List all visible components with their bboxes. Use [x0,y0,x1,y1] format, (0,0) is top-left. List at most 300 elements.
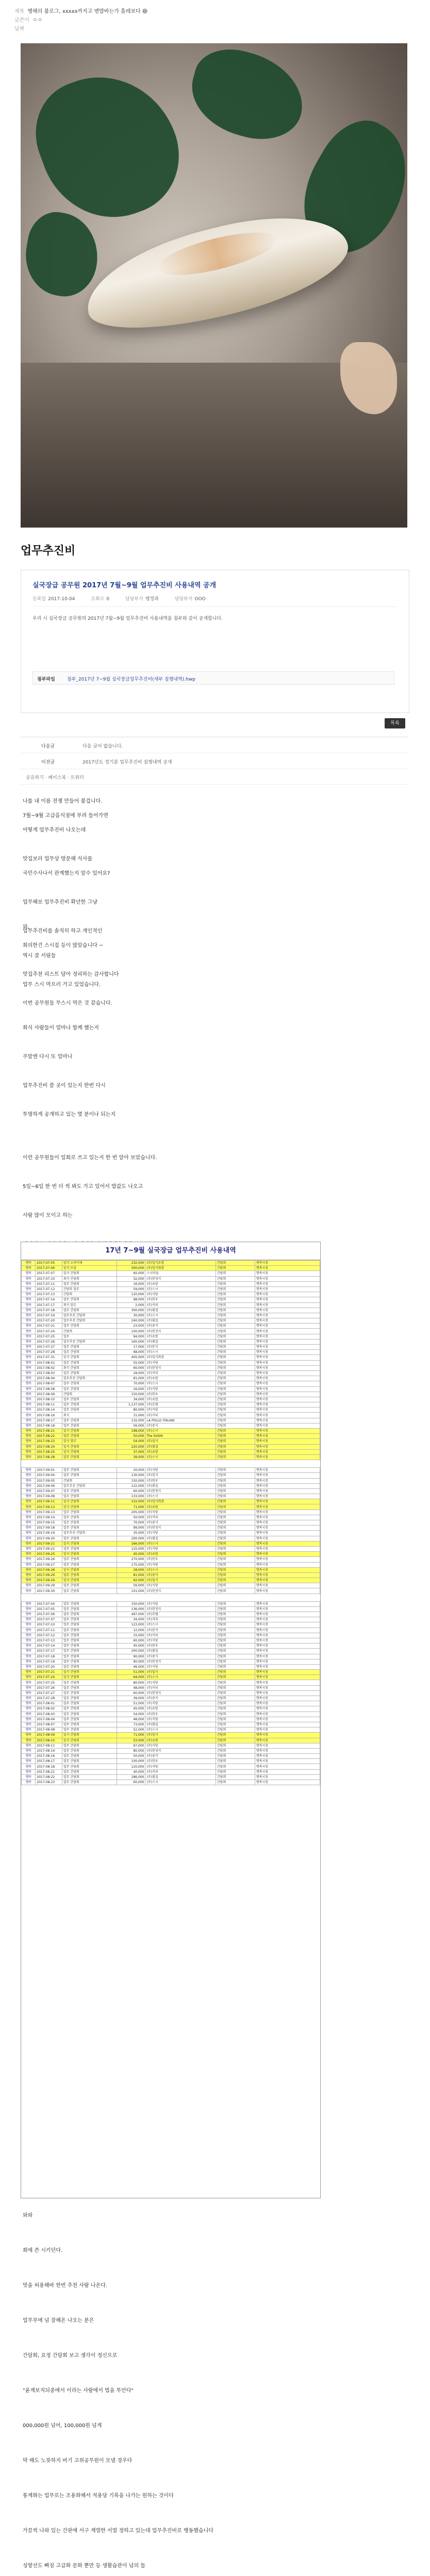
table-cell: (주)일식회관 [145,1355,216,1360]
table-cell: 2017-07-19 [36,1313,62,1318]
table-cell: 2017-07-07 [36,1271,62,1276]
table-row [22,1324,320,1329]
text-line: 나를 내 이름 전쟁 만들어 볼겁니다. [23,799,103,804]
table-cell: 간담회 [216,1633,255,1638]
table-cell: 행복시청 [255,1727,320,1733]
notice-card [21,570,409,713]
table-cell: (주)일식회관 [145,1266,216,1271]
table-cell: 행복 [22,1261,36,1266]
table-cell: 2017-08-18 [36,1423,62,1428]
table-cell: 2017-09-07 [36,1488,62,1494]
table-cell: 간담회 [216,1261,255,1266]
table-cell: (주)커피 [145,1370,216,1376]
text-line [23,2263,415,2280]
table-cell [216,1460,255,1468]
table-cell: 행복시청 [255,1392,320,1397]
table-cell: (주)식당 [145,1292,216,1297]
table-row [22,1402,320,1408]
table-cell: 간담회 [216,1397,255,1402]
attachment-link[interactable]: 첨부_2017년 7~9월 실국장급업무추진비(세부 집행내역).hwp [67,677,195,682]
table-cell: 행복 [22,1552,36,1557]
table-cell: 간담회 [216,1754,255,1759]
next-post-row[interactable] [21,737,408,753]
text-line [23,2473,415,2490]
table-row [22,1504,320,1510]
table-row [22,1578,320,1583]
table-cell: (주)한정식 [145,1748,216,1753]
table-cell: 행복 [22,1649,36,1654]
table-cell: (주)횟집 [145,1536,216,1541]
table-cell: 행복시청 [255,1478,320,1483]
table-cell: (주)식당 [145,1408,216,1413]
table-cell: 2017-09-05 [36,1478,62,1483]
table-cell: 2017-08-01 [36,1360,62,1365]
text-line [23,2438,415,2455]
table-cell: 12,000 [117,1628,145,1633]
table-cell: 행복 [22,1408,36,1413]
table-row [22,1690,320,1696]
table-cell: 업무 간담회 [62,1664,117,1669]
table-cell: 업무 간담회 [62,1727,117,1733]
table-row [22,1454,320,1460]
table-cell: 34,000 [117,1397,145,1402]
table-cell: 업무 간담회 [62,1308,117,1313]
text-line [23,2228,415,2245]
table-cell: 업무 간담회 [62,1685,117,1690]
table-cell: 60,000 [117,1638,145,1643]
table-cell: 행복시청 [255,1494,320,1499]
table-cell: (주)중식 [145,1754,216,1759]
table-row [22,1562,320,1567]
table-cell: 101,000 [117,1588,145,1594]
table-cell: (주)호텔 [145,1612,216,1617]
table-row [22,1670,320,1675]
table-cell: 간담회 [62,1478,117,1483]
table-cell: 54,000 [117,1439,145,1444]
table-cell: (주)스시 [145,1675,216,1680]
table-cell: 행복 [22,1612,36,1617]
table-cell: 행복 [22,1444,36,1449]
table-row [22,1780,320,1785]
table-cell: (주)스시 [145,1780,216,1785]
table-cell: (주)스시 [145,1286,216,1292]
table-cell: 행복 [22,1286,36,1292]
table-cell: 행복시청 [255,1774,320,1780]
table-row [22,1727,320,1733]
table-cell: 2017-09-29 [36,1578,62,1583]
table-cell: 17,000 [117,1345,145,1350]
table-cell: 54,000 [117,1711,145,1717]
table-cell: 업무 간담회 [62,1764,117,1769]
table-row [22,1617,320,1622]
table-cell: 행복 [22,1638,36,1643]
table-cell: 35,000 [117,1531,145,1536]
table-cell: 2017-07-14 [36,1643,62,1649]
table-cell: 간담회 [216,1572,255,1578]
table-cell: 간담회 [216,1418,255,1423]
table-cell: 행복시청 [255,1345,320,1350]
table-cell: 업무 간담회 [62,1769,117,1774]
table-cell: 270,000 [117,1557,145,1562]
meta-item [175,597,213,602]
table-cell: 행복시청 [255,1531,320,1536]
table-cell: (주)커피 [145,1413,216,1418]
table-row [22,1286,320,1292]
table-cell: 행복시청 [255,1526,320,1531]
table-cell: 행복시청 [255,1659,320,1664]
notice-title: 실국장급 공무원 2017년 7월~9월 업무추진비 사용내역 공개 [32,582,217,589]
table-cell: 간담회 [216,1769,255,1774]
table-cell: (주)식당 [145,1546,216,1551]
table-cell: 행복 [22,1271,36,1276]
table-cell: 업무추진 간담회 [62,1318,117,1324]
text-line: 맛집보러 업무상 방문해 식사를 [23,856,93,862]
table-cell: 업무 간담회 [62,1324,117,1329]
table-cell: 2017-07-17 [36,1649,62,1654]
table-cell: 행복 [22,1659,36,1664]
table-cell: 48,000 [117,1685,145,1690]
text-line: 5일~6일 한 번 더 씩 봐도 가고 있어서 밥값도 나오고 [23,1184,143,1190]
table-cell: 2017-08-11 [36,1743,62,1748]
meta-item [32,597,82,602]
table-cell: 업무추진 간담회 [62,1376,117,1381]
table-cell: 업무 간담회 [62,1520,117,1526]
table-cell: 간담회 [216,1434,255,1439]
table-cell: (주)초밥 [145,1552,216,1557]
table-cell: 간담회 [216,1654,255,1659]
table-row [22,1541,320,1546]
next-post-title[interactable]: 다음 글이 없습니다. [82,744,123,749]
table-cell: 행복 [22,1727,36,1733]
table-cell: 행복시청 [255,1418,320,1423]
table-cell: 간담회 [216,1266,255,1271]
text-line: 맛집추천 리스트 담아 정리하는 감사합니다 [23,972,119,977]
share-bar[interactable]: 공유하기 · 페이스북 · 트위터 [26,775,84,781]
table-cell: 50,000 [117,1434,145,1439]
table-cell: 행복 [22,1567,36,1572]
table-cell: 업무 간담회 [62,1488,117,1494]
table-cell: 간담회 [216,1302,255,1308]
table-cell: 행복 [22,1670,36,1675]
table-row [22,1583,320,1588]
table-cell: 행복 [22,1510,36,1515]
table-cell: 업무 간담회 [62,1434,117,1439]
table-cell: 80,000 [117,1748,145,1753]
table-cell: 2017-09-28 [36,1567,62,1572]
table-cell: 간담회 [216,1562,255,1567]
text-line [23,1225,415,1240]
table-cell: 행복시청 [255,1696,320,1701]
table-cell: (주)식당 [145,1680,216,1685]
table-cell: 53,000 [117,1738,145,1743]
table-cell: 132,000 [117,1418,145,1423]
table-cell: 일식 간담회 [62,1670,117,1675]
table-cell: 간담회 [216,1759,255,1764]
table-cell: 행복시청 [255,1376,320,1381]
table-cell: 행복시청 [255,1271,320,1276]
list-button[interactable]: 목록 [385,718,405,728]
table-cell [22,1460,36,1468]
table-cell: 업무 간담회 [62,1690,117,1696]
table-cell: 2017-08-09 [36,1733,62,1738]
table-cell: 업무 간담회 [62,1643,117,1649]
table-cell: 행복시청 [255,1583,320,1588]
table-cell: 일식 간담회 [62,1499,117,1504]
table-cell: 일식 모임 [62,1266,117,1271]
table-cell: (주)분식 [145,1628,216,1633]
meta-value: OOO [194,597,206,602]
table-cell: 행복 [22,1276,36,1281]
table-cell: 2017-08-08 [36,1727,62,1733]
table-cell: 2017-09-29 [36,1583,62,1588]
table-cell: 2,000 [117,1302,145,1308]
meta-item [125,597,166,602]
table-cell: 행복 [22,1520,36,1526]
post-author-row [14,16,417,25]
table-cell: 행복시청 [255,1578,320,1583]
table-cell: 2017-09-08 [36,1494,62,1499]
table-row [22,1654,320,1659]
table-cell: (주)중식 [145,1423,216,1428]
table-cell: 220,000 [117,1444,145,1449]
table-cell: (주)분식 [145,1345,216,1350]
text-line [23,883,415,897]
table-cell: 2017-08-28 [36,1454,62,1460]
table-cell: (주)스시 [145,1313,216,1318]
text-line: 간담회, 요정 간담회 보고 생각이 정신으로 [23,2353,118,2359]
table-cell: 간담회 [216,1423,255,1428]
text-line: 주말엔 다시 또 얼마나 [23,1054,73,1060]
table-row [22,1769,320,1774]
table-cell: 행복 [22,1536,36,1541]
table-row [22,1460,320,1468]
table-cell: 간담회 [216,1365,255,1370]
table-cell: 2017-09-04 [36,1473,62,1478]
table-cell: 업무 간담회 [62,1638,117,1643]
table-cell: 행복시청 [255,1473,320,1478]
post-author-label: 글쓴이 [14,18,29,23]
table-cell: 행복 [22,1266,36,1271]
expense-table-image [21,1242,321,2198]
table-cell: 56,000 [117,1583,145,1588]
post-title-row [14,7,417,16]
table-cell [62,1460,117,1468]
table-row [22,1308,320,1313]
table-cell: 2017-07-13 [36,1292,62,1297]
table-cell: 81,000 [117,1376,145,1381]
table-cell: 행복시청 [255,1397,320,1402]
table-cell: 2017-08-10 [36,1397,62,1402]
table-cell: 행복 [22,1541,36,1546]
text-line: 회식 사람들이 얼마나 함께 했는지 [23,1025,99,1031]
table-row [22,1334,320,1339]
table-cell: 일식 간담회 [62,1355,117,1360]
table-row [22,1381,320,1386]
table-cell: 71,000 [117,1733,145,1738]
text-line [23,2543,415,2561]
table-cell: 행복 [22,1376,36,1381]
table-cell: 2017-08-03 [36,1711,62,1717]
table-cell: 행복시청 [255,1339,320,1344]
table-cell: 행복시청 [255,1423,320,1428]
table-cell: (주)중식 [145,1654,216,1659]
table-cell: (주)커피 [145,1633,216,1638]
text-line: 이번 공무원들 무스시 먹은 것 같습니다. [23,1001,112,1006]
table-cell: 2017-07-28 [36,1350,62,1355]
table-cell: (주)일식 [145,1578,216,1583]
table-cell: 2017-08-16 [36,1754,62,1759]
table-cell: 행복시청 [255,1468,320,1473]
table-row [22,1606,320,1612]
table-cell: (주)초밥 [145,1334,216,1339]
table-cell: 행복 [22,1434,36,1439]
table-cell: 행복 [22,1748,36,1753]
table-cell: 간담회 [216,1617,255,1622]
post-date-label: 날짜 [14,26,25,32]
table-cell: 간담회 [216,1748,255,1753]
table-cell: 행복 [22,1680,36,1685]
table-cell: 간담회 [216,1649,255,1654]
text-line: 사람 많이 모이고 하는 [23,1213,73,1218]
table-cell: 업무 간담회 [62,1536,117,1541]
table-cell: 업무 간담회 [62,1297,117,1302]
table-cell [62,1594,117,1601]
table-cell: 행복시청 [255,1769,320,1774]
table-cell: 2017-07-21 [36,1324,62,1329]
table-cell: 간담회 [216,1345,255,1350]
table-cell: 행복 [22,1329,36,1334]
table-cell: 간담회 [216,1318,255,1324]
table-cell: 123,000 [117,1622,145,1628]
table-cell: 행복시청 [255,1381,320,1386]
table-cell: (주)한정식 [145,1606,216,1612]
table-cell: 회식 업무 [62,1302,117,1308]
table-cell: 회식 간담회 [62,1276,117,1281]
table-cell: 행복시청 [255,1510,320,1515]
table-cell: 행복 [22,1617,36,1622]
table-row [22,1701,320,1706]
table-cell: 업무 간담회 [62,1706,117,1711]
table-cell: 50,000 [117,1754,145,1759]
text-line [23,1095,415,1110]
table-cell: 업무 간담회 [62,1612,117,1617]
table-row [22,1696,320,1701]
table-cell: 간담회 [216,1468,255,1473]
table-cell: 업무 간담회 [62,1759,117,1764]
divider [32,606,398,607]
table-cell: 160,000 [117,1339,145,1344]
table-cell: 2017-08-04 [36,1376,62,1381]
table-cell: 행복 [22,1339,36,1344]
table-cell: 166,000 [117,1541,145,1546]
table-row [22,1531,320,1536]
table-cell: 간담회 [216,1429,255,1434]
table-cell: 2017-08-16 [36,1413,62,1418]
table-cell: 행복 [22,1370,36,1376]
table-cell: (주)한정식 [145,1588,216,1594]
table-row [22,1643,320,1649]
prev-post-title[interactable]: 2017년도 정기분 업무추진비 집행내역 공개 [82,760,172,765]
table-cell: 업무 간담회 [62,1583,117,1588]
table-cell: 행복 [22,1557,36,1562]
table-cell: 업무추진 간담회 [62,1531,117,1536]
table-cell: 2017-08-04 [36,1717,62,1722]
table-cell: (주)스시 [145,1350,216,1355]
prev-post-row[interactable] [21,753,408,769]
table-cell: 행복시청 [255,1675,320,1680]
table-cell: 60,000 [117,1488,145,1494]
table-row [22,1434,320,1439]
text-line: 와와 [23,2213,33,2218]
table-cell: 행복시청 [255,1541,320,1546]
table-cell: (주)초밥 [145,1738,216,1743]
table-cell: 2017-07-19 [36,1659,62,1664]
table-row [22,1510,320,1515]
table-cell: 간담회 [216,1711,255,1717]
table-cell: 46,000 [117,1664,145,1669]
table-cell: (주)식당 [145,1764,216,1769]
table-cell: 2017-08-22 [36,1774,62,1780]
table-row [22,1664,320,1669]
table-cell: 업무추진 간담회 [62,1483,117,1488]
table-cell: 2017-08-25 [36,1449,62,1454]
table-row [22,1536,320,1541]
table-cell: 2017-08-07 [36,1722,62,1727]
table-cell: 23,000 [117,1324,145,1329]
table-cell: 39,000 [117,1454,145,1460]
table-cell: 행복시청 [255,1764,320,1769]
table-cell: 간담회 [216,1659,255,1664]
table-cell: 간담회 [216,1780,255,1785]
table-cell: 행복시청 [255,1552,320,1557]
table-cell: (주)초밥 [145,1706,216,1711]
table-cell: 2017-08-11 [36,1402,62,1408]
table-cell: (주)초밥 [145,1376,216,1381]
table-cell: 행복시청 [255,1546,320,1551]
table-cell: 간담회 [216,1738,255,1743]
table-cell: 간담회 [216,1334,255,1339]
table-cell: 업무 간담회 [62,1680,117,1685]
table-cell: 2017-08-18 [36,1764,62,1769]
table-cell: (주)커피 [145,1769,216,1774]
table-cell: (주)초밥 [145,1397,216,1402]
table-cell: 행복 [22,1743,36,1748]
table-cell: 일식 간담회 [62,1444,117,1449]
table-cell: 행복 [22,1473,36,1478]
table-row [22,1423,320,1428]
table-cell: 2017-09-25 [36,1552,62,1557]
table-cell: 업무 간담회 [62,1562,117,1567]
table-cell: 30,000 [117,1313,145,1318]
table-cell: 136,000 [117,1606,145,1612]
table-cell: 행복시청 [255,1297,320,1302]
table-cell: 행복 [22,1578,36,1583]
table-cell: 업무 간담회 [62,1418,117,1423]
table-cell: 행복시청 [255,1520,320,1526]
table-cell: 행복 [22,1313,36,1318]
table-cell: 행복시청 [255,1499,320,1504]
table-row [22,1271,320,1276]
table-cell: 간담회 [216,1567,255,1572]
table-cell: 행복시청 [255,1690,320,1696]
table-cell: (주)한우 [145,1478,216,1483]
table-cell: 업무 간담회 [62,1748,117,1753]
table-cell: 간담회 [216,1520,255,1526]
text-line: 000,000원 넘어, 100,000원 넘게 [23,2423,102,2429]
table-cell: (주)일식 [145,1473,216,1478]
table-cell: (주)식당 [145,1664,216,1669]
table-cell: 16,000 [117,1281,145,1286]
